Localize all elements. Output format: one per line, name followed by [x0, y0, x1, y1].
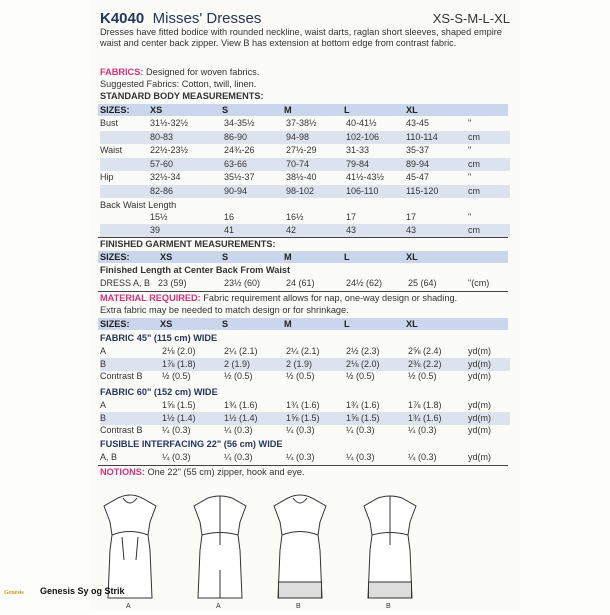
- view-drawings: [90, 490, 520, 610]
- back-waist-label: Back Waist Length: [100, 200, 177, 210]
- cell-value: 82-86: [150, 185, 174, 196]
- finished-length-label: Finished Length at Center Back From Waist: [100, 265, 291, 275]
- cell-value: 1½ (1.4): [224, 412, 258, 423]
- table-row: [100, 451, 510, 464]
- table-row: [100, 171, 510, 184]
- size-xs: XS: [150, 105, 163, 115]
- view-b-front-sketch: [274, 495, 326, 598]
- fabrics-line: [100, 67, 259, 77]
- cell-value: ¼ (0.3): [408, 452, 437, 462]
- cell-value: ½ (0.5): [224, 371, 253, 381]
- unit: "(cm): [468, 278, 490, 288]
- divider: [98, 237, 508, 238]
- cell-value: 35-37: [406, 145, 430, 155]
- table-row: [100, 399, 510, 412]
- pattern-code: K4040: [100, 10, 145, 27]
- cell-value: 80-83: [150, 131, 174, 142]
- cell-value: ¼ (0.3): [162, 452, 191, 462]
- cell-value: 24½ (62): [346, 278, 383, 288]
- size-xl: XL: [406, 252, 418, 262]
- unit: cm: [468, 225, 480, 235]
- finished-title: FINISHED GARMENT MEASUREMENTS:: [100, 239, 276, 249]
- size-l: L: [344, 319, 350, 329]
- unit: cm: [468, 185, 480, 196]
- cell-value: 25 (64): [408, 278, 437, 288]
- cell-value: 42: [286, 225, 297, 235]
- size-l: L: [344, 252, 350, 262]
- size-xs: XS: [160, 319, 173, 329]
- unit: yd(m): [468, 346, 491, 356]
- cell-value: ¼ (0.3): [286, 425, 315, 435]
- cell-value: 39: [150, 225, 161, 235]
- cell-value: 41: [224, 225, 235, 235]
- row-label: Contrast B: [100, 425, 143, 435]
- cell-value: 1⅝ (1.5): [346, 412, 380, 423]
- cell-value: 1¾ (1.6): [286, 400, 320, 410]
- fabric-60-title: FABRIC 60" (152 cm) WIDE: [100, 387, 218, 397]
- table-row: [100, 185, 510, 198]
- material-sizes-band: [98, 318, 508, 330]
- cell-value: ¼ (0.3): [224, 425, 253, 435]
- material-text-2: Extra fabric may be needed to match design or for shrinkage.: [100, 305, 349, 315]
- cell-value: ½ (0.5): [408, 371, 437, 381]
- cell-value: 70-74: [286, 158, 310, 169]
- unit: ": [468, 212, 472, 222]
- cell-value: ¼ (0.3): [162, 425, 191, 435]
- pattern-title: Misses' Dresses: [152, 10, 262, 27]
- unit: yd(m): [468, 400, 491, 410]
- row-label: A: [100, 346, 107, 356]
- cell-value: 43: [346, 225, 357, 235]
- table-row: [100, 358, 510, 371]
- cell-value: 16½: [286, 212, 304, 222]
- cell-value: 86-90: [224, 131, 248, 142]
- cell-value: 2 (1.9): [224, 358, 251, 369]
- size-l: L: [344, 105, 350, 115]
- cell-value: 2⅛ (2.0): [346, 358, 380, 369]
- brand-name: Genesis Sy og Strik: [40, 586, 125, 596]
- material-line: [100, 293, 457, 303]
- cell-value: 90-94: [224, 185, 248, 196]
- size-s: S: [222, 319, 229, 329]
- sizes-label: SIZES:: [100, 319, 130, 329]
- cell-value: 79-84: [346, 158, 370, 169]
- table-row: [100, 277, 510, 290]
- cell-value: ½ (0.5): [286, 371, 315, 381]
- cell-value: 1½ (1.4): [162, 412, 196, 423]
- cell-value: 1⅞ (1.8): [408, 400, 442, 410]
- suggested-fabrics: Suggested Fabrics: Cotton, twill, linen.: [100, 79, 257, 89]
- cell-value: 63-66: [224, 158, 248, 169]
- sizes-label: SIZES:: [100, 252, 130, 262]
- row-label: A: [100, 400, 107, 410]
- table-row: [100, 224, 510, 237]
- cell-value: 45-47: [406, 172, 430, 182]
- cell-value: 1¾ (1.6): [408, 412, 442, 423]
- cell-value: 17: [406, 212, 417, 222]
- material-title: MATERIAL REQUIRED:: [100, 293, 201, 303]
- unit: yd(m): [468, 371, 491, 381]
- cell-value: 2½ (2.3): [346, 346, 380, 356]
- fabric-45-title: FABRIC 45" (115 cm) WIDE: [100, 333, 218, 343]
- cell-value: 110-114: [406, 131, 438, 142]
- table-row: [100, 144, 510, 157]
- unit: yd(m): [468, 358, 491, 369]
- dress-sketches: [90, 490, 520, 610]
- finished-sizes-band: [98, 251, 508, 263]
- cell-value: 1⅝ (1.5): [286, 412, 320, 423]
- cell-value: 1⅞ (1.8): [162, 358, 196, 369]
- cell-value: 2¼ (2.1): [224, 346, 258, 356]
- table-row: [100, 412, 510, 425]
- sizes-label: SIZES:: [100, 105, 130, 115]
- cell-value: 43-45: [406, 118, 430, 128]
- table-row: [100, 370, 510, 383]
- size-s: S: [222, 252, 229, 262]
- material-text: Fabric requirement allows for nap, one-way design or shading.: [203, 293, 458, 303]
- size-xl: XL: [406, 319, 418, 329]
- description: Dresses have fitted bodice with rounded neckline, waist darts, raglan short sleeves, shaped empire waist and center back zipper. View B has extension at bottom edge from contrast fabric.: [100, 27, 502, 49]
- view-a-back-sketch: [194, 496, 246, 598]
- table-row: [100, 158, 510, 171]
- cell-value: 115-120: [406, 185, 439, 196]
- row-label: B: [100, 412, 107, 423]
- table-row: [100, 131, 510, 144]
- row-label: Waist: [100, 145, 123, 155]
- fabrics-label: FABRICS:: [100, 67, 144, 77]
- cell-value: 41½-43½: [346, 172, 385, 182]
- divider: [98, 291, 508, 292]
- cell-value: 17: [346, 212, 357, 222]
- cell-value: 98-102: [286, 185, 315, 196]
- cell-value: 23 (59): [158, 278, 187, 288]
- view-label-a-back: A: [216, 603, 221, 610]
- unit: cm: [468, 131, 480, 142]
- unit: ": [468, 145, 472, 155]
- notions-text: One 22" (55 cm) zipper, hook and eye.: [147, 467, 305, 477]
- unit: yd(m): [468, 412, 491, 423]
- cell-value: 27½-29: [286, 145, 317, 155]
- cell-value: 31-33: [346, 145, 370, 155]
- unit: ": [468, 118, 472, 128]
- header: [100, 10, 510, 28]
- size-xs: XS: [160, 252, 173, 262]
- divider: [98, 465, 508, 466]
- cell-value: 2⅜ (2.2): [408, 358, 442, 369]
- cell-value: 1¾ (1.6): [346, 400, 380, 410]
- cell-value: 106-110: [346, 185, 379, 196]
- table-row: [100, 211, 510, 224]
- cell-value: 15½: [150, 212, 168, 222]
- cell-value: 2⅛ (2.0): [162, 346, 196, 356]
- cell-value: 22½-23½: [150, 145, 189, 155]
- size-m: M: [284, 252, 292, 262]
- cell-value: 94-98: [286, 131, 310, 142]
- interfacing-title: FUSIBLE INTERFACING 22" (56 cm) WIDE: [100, 439, 283, 449]
- cell-value: ½ (0.5): [346, 371, 375, 381]
- body-sizes-band: [98, 104, 508, 116]
- cell-value: 2⅝ (2.4): [408, 346, 442, 356]
- cell-value: 1¾ (1.6): [224, 400, 258, 410]
- cell-value: ¼ (0.3): [346, 452, 375, 462]
- table-row: [100, 345, 510, 358]
- row-label: A, B: [100, 452, 118, 462]
- cell-value: 57-60: [150, 158, 174, 169]
- table-row: [100, 117, 510, 130]
- view-a-front-sketch: [104, 495, 156, 598]
- size-m: M: [284, 319, 292, 329]
- cell-value: 31½-32½: [150, 118, 189, 128]
- cell-value: 43: [406, 225, 417, 235]
- cell-value: 23½ (60): [224, 278, 261, 288]
- cell-value: ½ (0.5): [162, 371, 191, 381]
- cell-value: 32½-34: [150, 172, 181, 182]
- cell-value: 24¾-26: [224, 145, 255, 155]
- view-label-b: B: [296, 603, 301, 610]
- unit: ": [468, 172, 472, 182]
- cell-value: ¼ (0.3): [408, 425, 437, 435]
- cell-value: 37-38½: [286, 118, 317, 128]
- size-range: XS-S-M-L-XL: [432, 11, 510, 26]
- notions-line: [100, 467, 304, 477]
- notions-label: NOTIONS:: [100, 467, 145, 477]
- row-label: Bust: [100, 118, 119, 128]
- cell-value: 24 (61): [286, 278, 315, 288]
- cell-value: ¼ (0.3): [346, 425, 375, 435]
- cell-value: 102-106: [346, 131, 380, 142]
- cell-value: ¼ (0.3): [224, 452, 253, 462]
- view-b-back-sketch: [364, 496, 416, 598]
- table-row: [100, 424, 510, 437]
- row-label: DRESS A, B: [100, 278, 151, 288]
- cell-value: 35½-37: [224, 172, 255, 182]
- cell-value: 1⅝ (1.5): [162, 400, 196, 410]
- cell-value: 2¼ (2.1): [286, 346, 320, 356]
- cell-value: 34-35½: [224, 118, 255, 128]
- size-s: S: [222, 105, 229, 115]
- cell-value: 38½-40: [286, 172, 317, 182]
- size-m: M: [284, 105, 292, 115]
- body-measurements-title: STANDARD BODY MEASUREMENTS:: [100, 91, 264, 101]
- cell-value: 40-41½: [346, 118, 377, 128]
- genesis-logo: [4, 586, 24, 596]
- cell-value: 89-94: [406, 158, 430, 169]
- view-label-a: A: [126, 603, 131, 610]
- view-label-b-back: B: [386, 603, 391, 610]
- fabrics-text: Designed for woven fabrics.: [145, 67, 260, 77]
- unit: yd(m): [468, 425, 491, 435]
- row-label: B: [100, 358, 107, 369]
- logo-text: Genesis: [4, 590, 24, 596]
- unit: yd(m): [468, 452, 491, 462]
- cell-value: ¼ (0.3): [286, 452, 315, 462]
- size-xl: XL: [406, 105, 418, 115]
- row-label: Hip: [100, 172, 114, 182]
- cell-value: 16: [224, 212, 235, 222]
- cell-value: 2 (1.9): [286, 358, 313, 369]
- row-label: Contrast B: [100, 371, 143, 381]
- unit: cm: [468, 158, 480, 169]
